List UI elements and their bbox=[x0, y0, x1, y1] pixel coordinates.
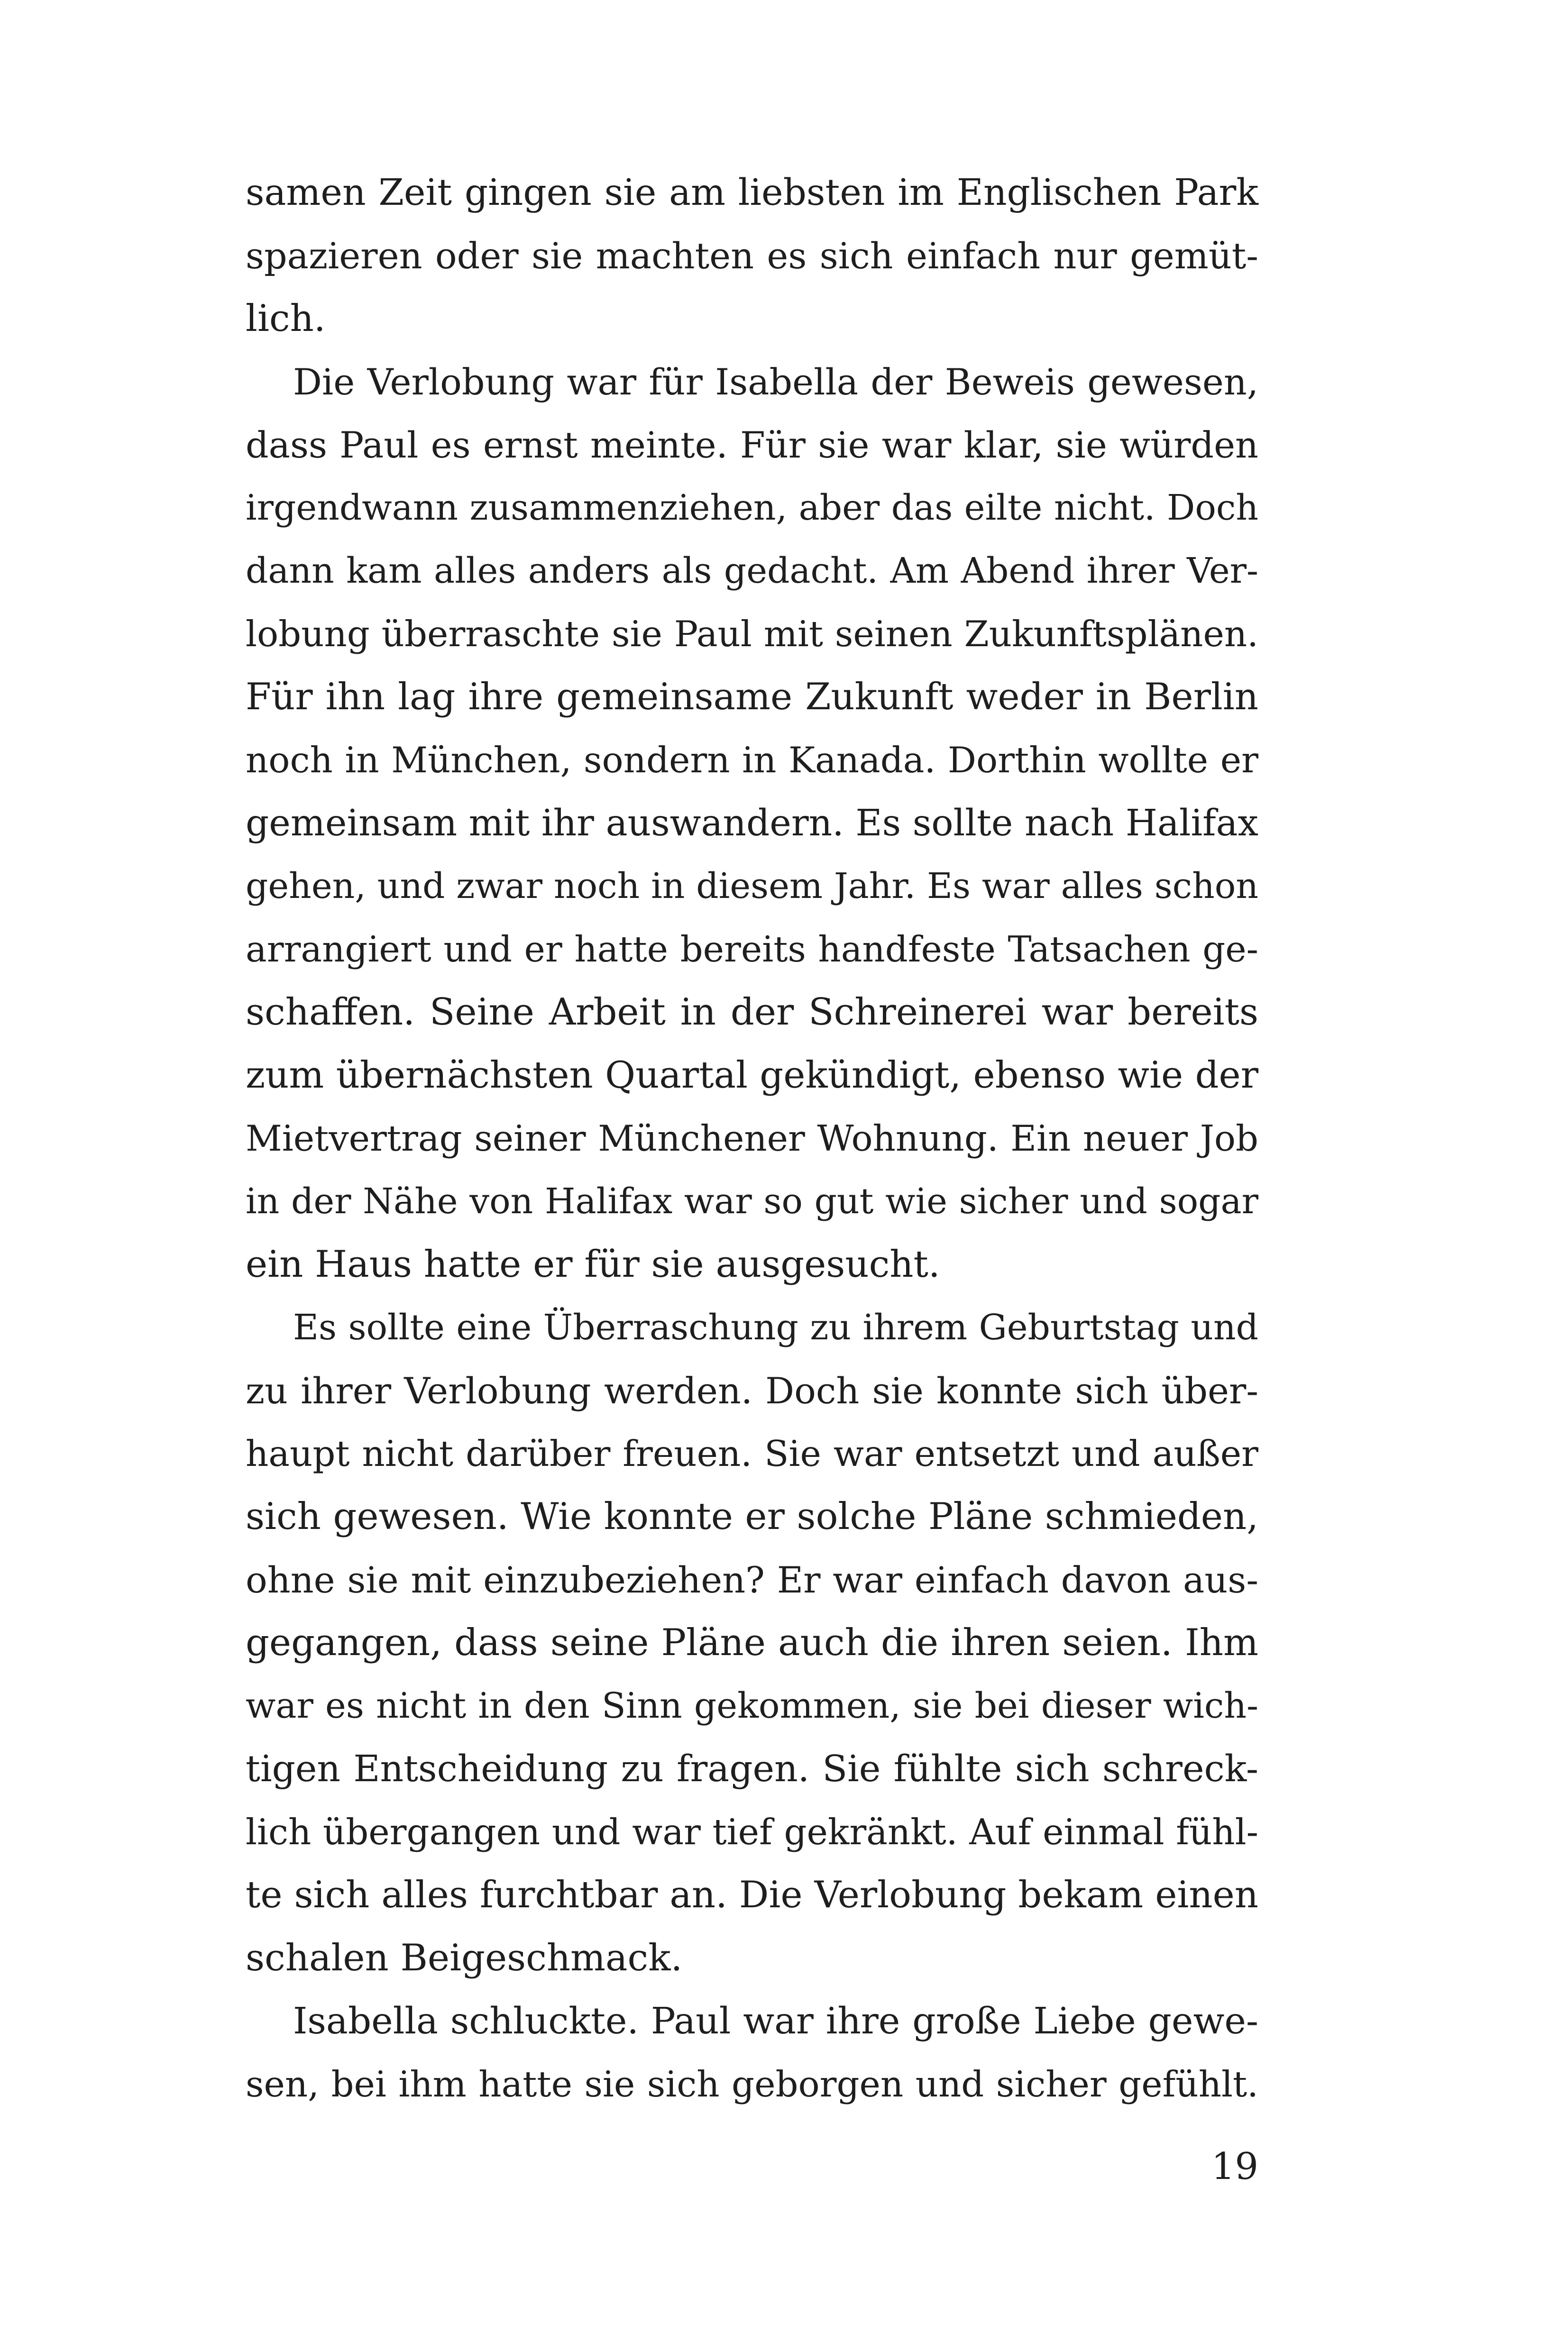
text-line: lich übergangen und war tief gekränkt. Auf einmal fühl- bbox=[246, 1811, 1258, 1853]
body-text bbox=[246, 161, 1258, 2116]
text-line: gehen, und zwar noch in diesem Jahr. Es war alles schon bbox=[246, 866, 1258, 906]
text-line: noch in München, sondern in Kanada. Dorthin wollte er bbox=[246, 739, 1258, 781]
text-line: schaffen. Seine Arbeit in der Schreinerei war bereits bbox=[246, 991, 1258, 1034]
text-line: schalen Beigeschmack. bbox=[246, 1937, 683, 1979]
text-line: Es sollte eine Überraschung zu ihrem Geburtstag und bbox=[293, 1307, 1258, 1348]
text-line: zum übernächsten Quartal gekündigt, ebenso wie der bbox=[246, 1054, 1258, 1097]
text-line: in der Nähe von Halifax war so gut wie sicher und sogar bbox=[246, 1181, 1258, 1222]
text-line: gemeinsam mit ihr auswandern. Es sollte nach Halifax bbox=[246, 802, 1258, 844]
text-line: Für ihn lag ihre gemeinsame Zukunft weder in Berlin bbox=[246, 676, 1258, 718]
text-line: ein Haus hatte er für sie ausgesucht. bbox=[246, 1243, 940, 1286]
text-line: lich. bbox=[246, 297, 326, 340]
text-line: war es nicht in den Sinn gekommen, sie bei dieser wich- bbox=[246, 1685, 1258, 1726]
text-line: arrangiert und er hatte bereits handfeste Tatsachen ge- bbox=[246, 928, 1258, 970]
text-line: sich gewesen. Wie konnte er solche Pläne schmieden, bbox=[246, 1495, 1258, 1538]
text-line: irgendwann zusammenziehen, aber das eilte nicht. Doch bbox=[246, 487, 1258, 528]
text-line: samen Zeit gingen sie am liebsten im Englischen Park bbox=[246, 172, 1258, 214]
text-line: ohne sie mit einzubeziehen? Er war einfach davon aus- bbox=[246, 1559, 1258, 1601]
text-line: haupt nicht darüber freuen. Sie war entsetzt und außer bbox=[246, 1433, 1258, 1474]
text-line: dass Paul es ernst meinte. Für sie war klar, sie würden bbox=[246, 424, 1258, 466]
text-line: gegangen, dass seine Pläne auch die ihren seien. Ihm bbox=[246, 1621, 1258, 1664]
text-line: tigen Entscheidung zu fragen. Sie fühlte sich schreck- bbox=[246, 1748, 1258, 1790]
page-number: 19 bbox=[1211, 2145, 1258, 2188]
text-line: spazieren oder sie machten es sich einfach nur gemüt- bbox=[246, 235, 1258, 277]
text-line: dann kam alles anders als gedacht. Am Abend ihrer Ver- bbox=[246, 550, 1258, 591]
text-line: lobung überraschte sie Paul mit seinen Zukunftsplänen. bbox=[246, 613, 1258, 655]
text-line: Isabella schluckte. Paul war ihre große Liebe gewe- bbox=[293, 2000, 1258, 2042]
text-line: zu ihrer Verlobung werden. Doch sie konnte sich über- bbox=[246, 1370, 1258, 1412]
text-line: sen, bei ihm hatte sie sich geborgen und sicher gefühlt. bbox=[246, 2063, 1258, 2105]
text-line: te sich alles furchtbar an. Die Verlobung bekam einen bbox=[246, 1874, 1258, 1916]
text-line: Die Verlobung war für Isabella der Beweis gewesen, bbox=[293, 361, 1258, 403]
text-line: Mietvertrag seiner Münchener Wohnung. Ein neuer Job bbox=[246, 1117, 1258, 1159]
